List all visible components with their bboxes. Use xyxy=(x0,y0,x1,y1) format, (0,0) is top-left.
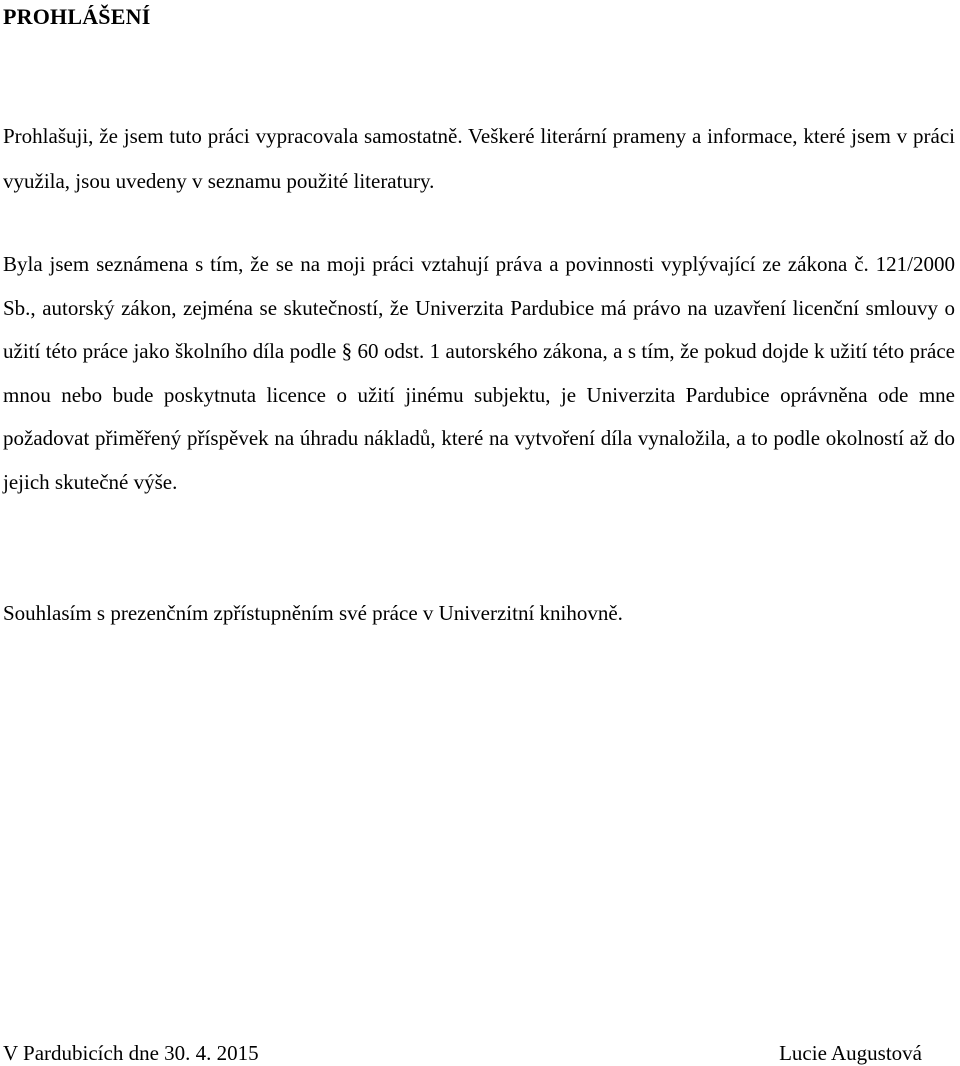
author-name: Lucie Augustová xyxy=(779,1041,922,1065)
place-and-date: V Pardubicích dne 30. 4. 2015 xyxy=(3,1041,259,1065)
declaration-paragraph-2: Byla jsem seznámena s tím, že se na moji práci vztahují práva a povinnosti vyplývající ze zákona č. 121/2000 Sb., autorský zákon, zejména se skutečností, že Univerzita Pardubice má právo na uzavření licenční smlouvy o užití této práce jako školního díla podle § 60 odst. 1 autorského zákona, a s tím, že pokud dojde k užití této práce mnou nebo bude poskytnuta licence o užití jinému subjektu, je Univerzita Pardubice oprávněna ode mne požadovat přiměřený příspěvek na úhradu nákladů, které na vytvoření díla vynaložila, a to podle okolností až do jejich skutečné výše. xyxy=(3,252,955,494)
page-title: PROHLÁŠENÍ xyxy=(3,4,151,29)
declaration-paragraph-1: Prohlašuji, že jsem tuto práci vypracovala samostatně. Veškeré literární prameny a informace, které jsem v práci využila, jsou uvedeny v seznamu použité literatury. xyxy=(3,124,955,193)
declaration-paragraph-3: Souhlasím s prezenčním zpřístupněním své práce v Univerzitní knihovně. xyxy=(3,601,623,625)
